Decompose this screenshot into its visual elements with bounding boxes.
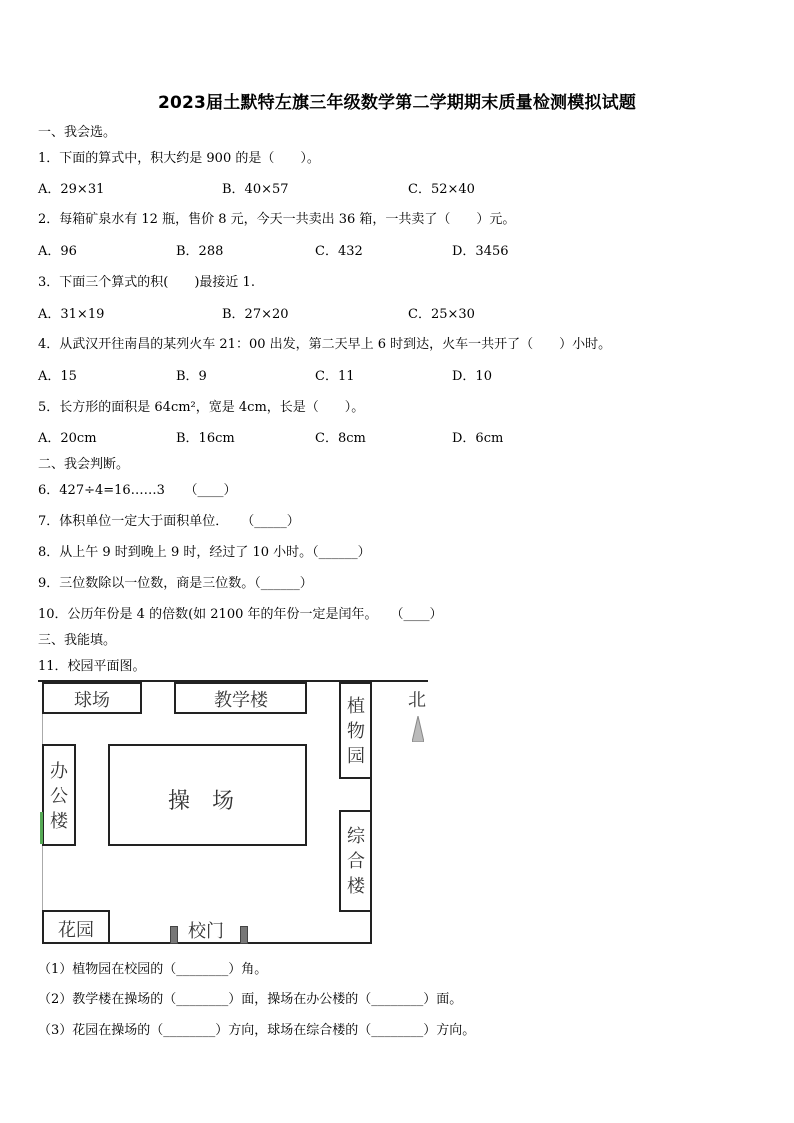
question-3: 3．下面三个算式的积( )最接近 1. bbox=[38, 275, 255, 290]
question-4: 4．从武汉开往南昌的某列火车 21：00 出发，第二天早上 6 时到达，火车一共开了（ ）小时。 bbox=[38, 337, 612, 352]
q5-option-b: B．16cm bbox=[176, 431, 235, 446]
q3-option-a: A．31×19 bbox=[38, 307, 105, 322]
question-10: 10．公历年份是 4 的倍数(如 2100 年的年份一定是闰年。 （____） bbox=[38, 607, 443, 622]
office-marker bbox=[40, 812, 43, 844]
plant-garden-label-2: 物 bbox=[347, 721, 365, 742]
question-11: 11．校园平面图。 bbox=[38, 659, 146, 674]
gate-right-post bbox=[240, 926, 248, 944]
complex-building-box bbox=[339, 810, 372, 912]
question-11-2: （2）教学楼在操场的（________）面，操场在办公楼的（________）面。 bbox=[38, 992, 463, 1007]
q5-option-c: C．8cm bbox=[315, 431, 366, 446]
gate-left-post bbox=[170, 926, 178, 944]
q4-option-c: C．11 bbox=[315, 369, 355, 384]
section-1-heading: 一、我会选。 bbox=[38, 125, 117, 140]
teaching-building-box bbox=[174, 682, 307, 714]
q1-option-c: C．52×40 bbox=[408, 182, 475, 197]
question-11-1: （1）植物园在校园的（________）角。 bbox=[38, 962, 268, 977]
complex-label-2: 合 bbox=[347, 851, 365, 872]
q2-option-d: D．3456 bbox=[452, 244, 509, 259]
office-building-box bbox=[42, 744, 76, 846]
campus-map bbox=[38, 680, 438, 950]
page-title: 2023届土默特左旗三年级数学第二学期期末质量检测模拟试题 bbox=[157, 93, 637, 113]
playground-label: 操 场 bbox=[168, 789, 235, 814]
question-8: 8．从上午 9 时到晚上 9 时，经过了 10 小时。（______） bbox=[38, 545, 371, 560]
complex-label-1: 综 bbox=[347, 826, 365, 847]
teaching-building-label: 教学楼 bbox=[214, 690, 268, 711]
question-2: 2．每箱矿泉水有 12 瓶，售价 8 元，今天一共卖出 36 箱，一共卖了（ ）元。 bbox=[38, 212, 516, 227]
question-11-3: （3）花园在操场的（________）方向，球场在综合楼的（________）方向。 bbox=[38, 1023, 476, 1038]
plant-garden-label-1: 植 bbox=[347, 696, 365, 717]
q1-option-b: B．40×57 bbox=[222, 182, 289, 197]
gate-label: 校门 bbox=[188, 921, 224, 942]
question-5: 5．长方形的面积是 64cm²，宽是 4cm，长是（ ）。 bbox=[38, 400, 365, 415]
q2-option-c: C．432 bbox=[315, 244, 363, 259]
office-label-3: 楼 bbox=[50, 811, 68, 832]
complex-label-3: 楼 bbox=[347, 876, 365, 897]
question-1: 1．下面的算式中，积大约是 900 的是（ ）。 bbox=[38, 151, 320, 166]
q5-option-d: D．6cm bbox=[452, 431, 504, 446]
q4-option-d: D．10 bbox=[452, 369, 492, 384]
north-label: 北 bbox=[408, 690, 426, 711]
q5-option-a: A．20cm bbox=[38, 431, 97, 446]
playground-box bbox=[108, 744, 307, 846]
q2-option-a: A．96 bbox=[38, 244, 77, 259]
question-9: 9．三位数除以一位数，商是三位数。（______） bbox=[38, 576, 313, 591]
office-label-1: 办 bbox=[50, 761, 68, 782]
section-3-heading: 三、我能填。 bbox=[38, 633, 117, 648]
q2-option-b: B．288 bbox=[176, 244, 224, 259]
garden-box bbox=[42, 910, 110, 944]
question-6: 6．427÷4=16……3 （____） bbox=[38, 483, 237, 498]
q1-option-a: A．29×31 bbox=[38, 182, 105, 197]
section-2-heading: 二、我会判断。 bbox=[38, 457, 130, 472]
ballfield-box bbox=[42, 682, 142, 714]
ballfield-label: 球场 bbox=[74, 690, 110, 711]
q4-option-b: B．9 bbox=[176, 369, 207, 384]
q3-option-b: B．27×20 bbox=[222, 307, 289, 322]
q4-option-a: A．15 bbox=[38, 369, 77, 384]
garden-label: 花园 bbox=[58, 920, 94, 941]
office-label-2: 公 bbox=[50, 786, 68, 807]
q3-option-c: C．25×30 bbox=[408, 307, 475, 322]
north-arrow-icon bbox=[412, 716, 424, 742]
plant-garden-box bbox=[339, 682, 372, 779]
question-7: 7．体积单位一定大于面积单位． （_____） bbox=[38, 514, 300, 529]
plant-garden-label-3: 园 bbox=[347, 746, 365, 767]
